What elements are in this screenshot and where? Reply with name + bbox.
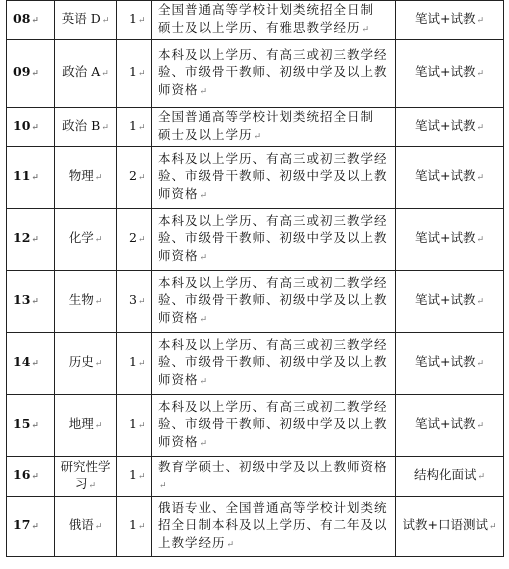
requirement-line: 验、市级骨干教师、初级中学及以上教	[158, 230, 388, 246]
subject-cell	[55, 333, 117, 395]
requirement-line: 验、市级骨干教师、初级中学及以上教	[158, 354, 388, 370]
count-cell-text: 1	[129, 354, 137, 370]
subject-cell-text: 俄语	[68, 517, 94, 533]
paragraph-mark-icon: ↵	[476, 173, 485, 184]
count-cell-text: 1	[129, 10, 137, 26]
requirement-line: 招全日制本科及以上学历、有二年及以	[158, 517, 388, 533]
subject-cell-text: 生物	[68, 292, 94, 308]
exam-mode-cell	[396, 1, 504, 40]
paragraph-mark-icon: ↵	[253, 131, 263, 142]
paragraph-mark-icon: ↵	[199, 86, 209, 97]
requirement-line: 验、市级骨干教师、初级中学及以上教	[158, 292, 388, 308]
row-number-text: 17	[13, 517, 31, 533]
count-cell	[117, 333, 152, 395]
paragraph-mark-icon: ↵	[137, 297, 146, 308]
paragraph-mark-icon: ↵	[137, 235, 146, 246]
row-number	[7, 147, 55, 209]
paragraph-mark-icon: ↵	[94, 235, 103, 246]
count-cell	[117, 40, 152, 108]
requirement-line: 验、市级骨干教师、初级中学及以上教	[158, 416, 388, 432]
count-cell-text: 2	[129, 168, 137, 184]
row-number	[7, 333, 55, 395]
paragraph-mark-icon: ↵	[101, 15, 110, 26]
subject-cell-text: 政治 A	[62, 64, 101, 80]
requirement-line: 本科及以上学历、有高三或初二教学经	[158, 398, 388, 414]
row-number	[7, 271, 55, 333]
subject-cell	[55, 395, 117, 457]
exam-mode-cell	[396, 497, 504, 557]
paragraph-mark-icon: ↵	[101, 122, 109, 133]
row-number-text: 09	[13, 64, 31, 80]
exam-mode-cell	[396, 457, 504, 497]
row-number-text: 16	[13, 467, 31, 483]
requirement-line: 本科及以上学历、有高三或初三教学经	[158, 212, 388, 228]
requirement-line: 硕士及以上学历、有雅思教学经历↵	[158, 19, 371, 35]
exam-mode-cell-text: 笔试+试教	[414, 64, 476, 80]
row-number-text: 13	[13, 292, 31, 308]
count-cell-text: 1	[129, 467, 137, 483]
paragraph-mark-icon: ↵	[199, 314, 209, 325]
row-number	[7, 395, 55, 457]
requirement-cell	[152, 209, 396, 271]
requirement-cell	[152, 1, 396, 40]
subject-cell	[55, 457, 117, 497]
exam-mode-cell	[396, 209, 504, 271]
paragraph-mark-icon: ↵	[137, 522, 146, 533]
paragraph-mark-icon: ↵	[94, 421, 103, 432]
paragraph-mark-icon: ↵	[476, 421, 485, 432]
count-cell	[117, 1, 152, 40]
requirement-line: 本科及以上学历、有高三或初三教学经	[158, 46, 388, 62]
requirement-line: 师资格↵	[158, 185, 209, 201]
row-number-text: 12	[13, 230, 31, 246]
paragraph-mark-icon: ↵	[88, 481, 97, 491]
row-number-text: 08	[13, 10, 31, 26]
row-number-text: 11	[13, 168, 31, 184]
requirement-line: 本科及以上学历、有高三或初三教学经	[158, 336, 388, 352]
paragraph-mark-icon: ↵	[137, 15, 146, 26]
paragraph-mark-icon: ↵	[31, 421, 39, 432]
paragraph-mark-icon: ↵	[199, 190, 209, 201]
paragraph-mark-icon: ↵	[31, 69, 39, 80]
requirement-line: 上教学经历↵	[158, 534, 236, 550]
paragraph-mark-icon: ↵	[31, 122, 39, 133]
paragraph-mark-icon: ↵	[476, 359, 485, 370]
count-cell-text: 2	[129, 230, 137, 246]
requirement-cell	[152, 147, 396, 209]
count-cell-text: 1	[129, 64, 137, 80]
paragraph-mark-icon: ↵	[199, 438, 209, 449]
paragraph-mark-icon: ↵	[94, 297, 103, 308]
table-row	[7, 1, 504, 40]
count-cell-text: 1	[129, 517, 137, 533]
exam-mode-cell-text: 试教+口语测试	[402, 517, 488, 533]
paragraph-mark-icon: ↵	[476, 69, 485, 80]
exam-mode-cell	[396, 40, 504, 108]
paragraph-mark-icon: ↵	[476, 297, 485, 308]
exam-mode-cell-text: 笔试+试教	[414, 10, 476, 26]
paragraph-mark-icon: ↵	[31, 472, 39, 483]
requirement-line: 师资格↵	[158, 81, 209, 97]
requirement-line: 师资格↵	[158, 309, 209, 325]
requirement-line: 师资格↵	[158, 247, 209, 263]
requirement-cell	[152, 395, 396, 457]
subject-cell-text: 地理	[68, 416, 94, 432]
recruitment-table	[6, 0, 504, 557]
requirement-cell	[152, 271, 396, 333]
row-number	[7, 209, 55, 271]
row-number-text: 14	[13, 354, 31, 370]
paragraph-mark-icon: ↵	[94, 359, 103, 370]
row-number	[7, 108, 55, 147]
paragraph-mark-icon: ↵	[31, 15, 39, 26]
row-number	[7, 40, 55, 108]
paragraph-mark-icon: ↵	[31, 297, 39, 308]
paragraph-mark-icon: ↵	[361, 24, 371, 35]
requirement-line: 教育学硕士、初级中学及以上教师资格↵	[158, 458, 388, 491]
row-number	[7, 457, 55, 497]
paragraph-mark-icon: ↵	[137, 421, 146, 432]
requirement-line: 俄语专业、全国普通高等学校计划类统	[158, 499, 388, 515]
row-number	[7, 497, 55, 557]
paragraph-mark-icon: ↵	[137, 359, 146, 370]
subject-cell	[55, 271, 117, 333]
paragraph-mark-icon: ↵	[137, 122, 146, 133]
table-row	[7, 333, 504, 395]
row-number-text: 15	[13, 416, 31, 432]
table-row	[7, 271, 504, 333]
exam-mode-cell-text: 笔试+试教	[414, 292, 476, 308]
table-row	[7, 40, 504, 108]
row-number	[7, 1, 55, 40]
paragraph-mark-icon: ↵	[226, 539, 236, 550]
requirement-line: 验、市级骨干教师、初级中学及以上教	[158, 64, 388, 80]
subject-cell-text: 政治 B	[62, 117, 101, 133]
subject-cell-text: 历史	[68, 354, 94, 370]
exam-mode-cell	[396, 108, 504, 147]
exam-mode-cell-text: 笔试+试教	[414, 416, 476, 432]
table-row	[7, 209, 504, 271]
row-number-text: 10	[13, 117, 31, 133]
paragraph-mark-icon: ↵	[199, 376, 209, 387]
paragraph-mark-icon: ↵	[199, 252, 209, 263]
count-cell-text: 3	[129, 292, 137, 308]
paragraph-mark-icon: ↵	[477, 472, 486, 483]
requirement-line: 本科及以上学历、有高三或初二教学经	[158, 274, 388, 290]
subject-cell	[55, 108, 117, 147]
exam-mode-cell	[396, 147, 504, 209]
requirement-cell	[152, 40, 396, 108]
requirement-line: 本科及以上学历、有高三或初三教学经	[158, 150, 388, 166]
paragraph-mark-icon: ↵	[94, 522, 103, 533]
subject-cell-text: 英语 D	[61, 10, 101, 26]
exam-mode-cell	[396, 395, 504, 457]
paragraph-mark-icon: ↵	[476, 15, 485, 26]
requirement-cell	[152, 457, 396, 497]
paragraph-mark-icon: ↵	[31, 359, 39, 370]
count-cell	[117, 108, 152, 147]
requirement-cell	[152, 497, 396, 557]
paragraph-mark-icon: ↵	[137, 69, 146, 80]
subject-cell-text: 研究性学习	[60, 458, 111, 491]
table-row	[7, 108, 504, 147]
count-cell	[117, 209, 152, 271]
subject-cell	[55, 497, 117, 557]
subject-cell-text: 化学	[68, 230, 94, 246]
requirement-line: 师资格↵	[158, 433, 209, 449]
count-cell	[117, 271, 152, 333]
exam-mode-cell-text: 笔试+试教	[414, 230, 476, 246]
paragraph-mark-icon: ↵	[31, 173, 39, 184]
subject-cell	[55, 209, 117, 271]
table-row	[7, 395, 504, 457]
count-cell	[117, 147, 152, 209]
exam-mode-cell	[396, 333, 504, 395]
subject-cell-text: 物理	[68, 168, 94, 184]
exam-mode-cell-text: 结构化面试	[413, 467, 477, 483]
exam-mode-cell-text: 笔试+试教	[414, 117, 476, 133]
count-cell	[117, 395, 152, 457]
paragraph-mark-icon: ↵	[137, 173, 146, 184]
exam-mode-cell	[396, 271, 504, 333]
subject-cell	[55, 147, 117, 209]
count-cell	[117, 497, 152, 557]
paragraph-mark-icon: ↵	[476, 235, 485, 246]
exam-mode-cell-text: 笔试+试教	[414, 168, 476, 184]
paragraph-mark-icon: ↵	[101, 69, 109, 80]
requirement-cell	[152, 108, 396, 147]
requirement-cell	[152, 333, 396, 395]
paragraph-mark-icon: ↵	[94, 173, 103, 184]
table-row	[7, 457, 504, 497]
table-row	[7, 147, 504, 209]
requirement-line: 验、市级骨干教师、初级中学及以上教	[158, 168, 388, 184]
count-cell	[117, 457, 152, 497]
count-cell-text: 1	[129, 117, 137, 133]
paragraph-mark-icon: ↵	[488, 522, 497, 533]
requirement-line: 硕士及以上学历↵	[158, 126, 263, 142]
paragraph-mark-icon: ↵	[31, 235, 39, 246]
exam-mode-cell-text: 笔试+试教	[414, 354, 476, 370]
requirement-line: 全国普通高等学校计划类统招全日制	[158, 2, 375, 17]
requirement-line: 全国普通高等学校计划类统招全日制	[158, 109, 375, 124]
count-cell-text: 1	[129, 416, 137, 432]
paragraph-mark-icon: ↵	[31, 522, 39, 533]
paragraph-mark-icon: ↵	[137, 472, 146, 483]
table-row	[7, 497, 504, 557]
paragraph-mark-icon: ↵	[476, 122, 485, 133]
paragraph-mark-icon: ↵	[159, 481, 168, 491]
requirement-line: 师资格↵	[158, 371, 209, 387]
subject-cell	[55, 1, 117, 40]
subject-cell	[55, 40, 117, 108]
